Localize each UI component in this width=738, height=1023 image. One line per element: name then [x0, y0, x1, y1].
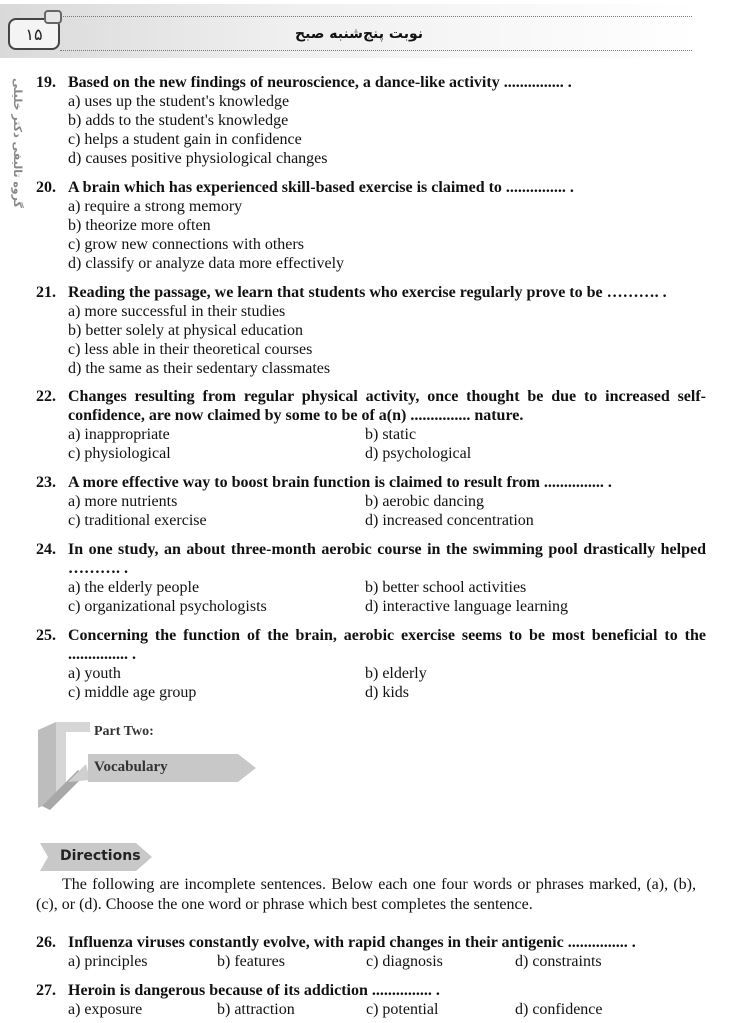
option-c: c) helps a student gain in confidence: [68, 131, 302, 148]
question-stem: Changes resulting from regular physical activity, once thought be due to increased self-confidence, are now claimed by some to be of a(n) ............... nature.: [68, 388, 706, 424]
question-number: 19.: [36, 74, 56, 91]
option-a: a) uses up the student's knowledge: [68, 93, 290, 110]
question-stem: Heroin is dangerous because of its addiction ............... .: [68, 982, 440, 999]
question-number: 22.: [36, 388, 56, 405]
question-stem: Concerning the function of the brain, aerobic exercise seems to be most beneficial to the ............... .: [68, 627, 706, 663]
directions-label: Directions: [60, 848, 141, 864]
option-d: d) interactive language learning: [365, 598, 569, 615]
option-a: a) exposure: [68, 1001, 143, 1018]
page-header: [0, 0, 738, 62]
question-23: [36, 473, 706, 530]
question-stem: Based on the new findings of neuroscience, a dance-like activity ............... .: [68, 74, 572, 91]
option-c: c) physiological: [68, 445, 171, 462]
question-stem: In one study, an about three-month aerobic course in the swimming pool drastically helped ………. .: [68, 541, 706, 577]
option-d: d) classify or analyze data more effectively: [68, 255, 345, 272]
option-b: b) better school activities: [365, 579, 527, 596]
option-d: d) increased concentration: [365, 512, 534, 529]
option-a: a) more successful in their studies: [68, 303, 286, 320]
option-a: a) require a strong memory: [68, 198, 243, 215]
side-label: گروه تالیفی دکتر خلیلی: [11, 78, 24, 208]
page-box-corner: [44, 10, 62, 24]
option-b: b) features: [217, 953, 285, 970]
page-number: ۱۵: [8, 18, 60, 50]
question-stem: Influenza viruses constantly evolve, with rapid changes in their antigenic ............... .: [68, 934, 636, 951]
question-20: [36, 178, 706, 273]
question-26: [36, 933, 706, 971]
question-number: 21.: [36, 284, 56, 301]
option-d: d) causes positive physiological changes: [68, 150, 328, 167]
question-19: [36, 73, 706, 168]
option-a: a) principles: [68, 953, 148, 970]
question-number: 24.: [36, 541, 56, 558]
option-a: a) inappropriate: [68, 426, 170, 443]
question-number: 26.: [36, 934, 56, 951]
part-two-title: Vocabulary: [94, 759, 168, 775]
question-stem: Reading the passage, we learn that students who exercise regularly prove to be ………. .: [68, 284, 667, 301]
option-d: d) confidence: [515, 1001, 603, 1018]
question-number: 27.: [36, 982, 56, 999]
question-27: [36, 981, 706, 1019]
option-a: a) more nutrients: [68, 493, 178, 510]
option-b: b) better solely at physical education: [68, 322, 304, 339]
header-rule-top: [60, 16, 692, 17]
part-two-label: Part Two:: [94, 724, 154, 739]
option-d: d) psychological: [365, 445, 472, 462]
question-stem: A more effective way to boost brain function is claimed to result from ............... .: [68, 474, 612, 491]
question-24: [36, 540, 706, 616]
option-c: c) less able in their theoretical courses: [68, 341, 313, 358]
question-number: 25.: [36, 627, 56, 644]
option-c: c) organizational psychologists: [68, 598, 267, 615]
option-d: d) constraints: [515, 953, 602, 970]
option-d: d) the same as their sedentary classmates: [68, 360, 331, 377]
option-a: a) youth: [68, 665, 121, 682]
option-b: b) aerobic dancing: [365, 493, 485, 510]
option-b: b) static: [365, 426, 417, 443]
option-b: b) adds to the student's knowledge: [68, 112, 289, 129]
question-number: 23.: [36, 474, 56, 491]
directions-text: The following are incomplete sentences. Below each one four words or phrases marked, (a), (b), (c), or (d). Choose the one word or phrase which best completes the sentence.: [36, 876, 696, 913]
option-c: c) middle age group: [68, 684, 197, 701]
option-b: b) elderly: [365, 665, 427, 682]
option-c: c) diagnosis: [366, 953, 443, 970]
header-title: نوبت پنج‌شنبه صبح: [295, 26, 423, 42]
part-two-heading: [38, 722, 228, 812]
header-rule-bottom: [60, 50, 692, 51]
option-a: a) the elderly people: [68, 579, 200, 596]
question-25: [36, 626, 706, 702]
question-stem: A brain which has experienced skill-based exercise is claimed to ............... .: [68, 179, 574, 196]
option-b: b) attraction: [217, 1001, 295, 1018]
option-d: d) kids: [365, 684, 409, 701]
option-c: c) traditional exercise: [68, 512, 207, 529]
question-22: [36, 387, 706, 463]
question-21: [36, 283, 706, 378]
option-c: c) grow new connections with others: [68, 236, 304, 253]
question-number: 20.: [36, 179, 56, 196]
option-c: c) potential: [366, 1001, 439, 1018]
option-b: b) theorize more often: [68, 217, 211, 234]
